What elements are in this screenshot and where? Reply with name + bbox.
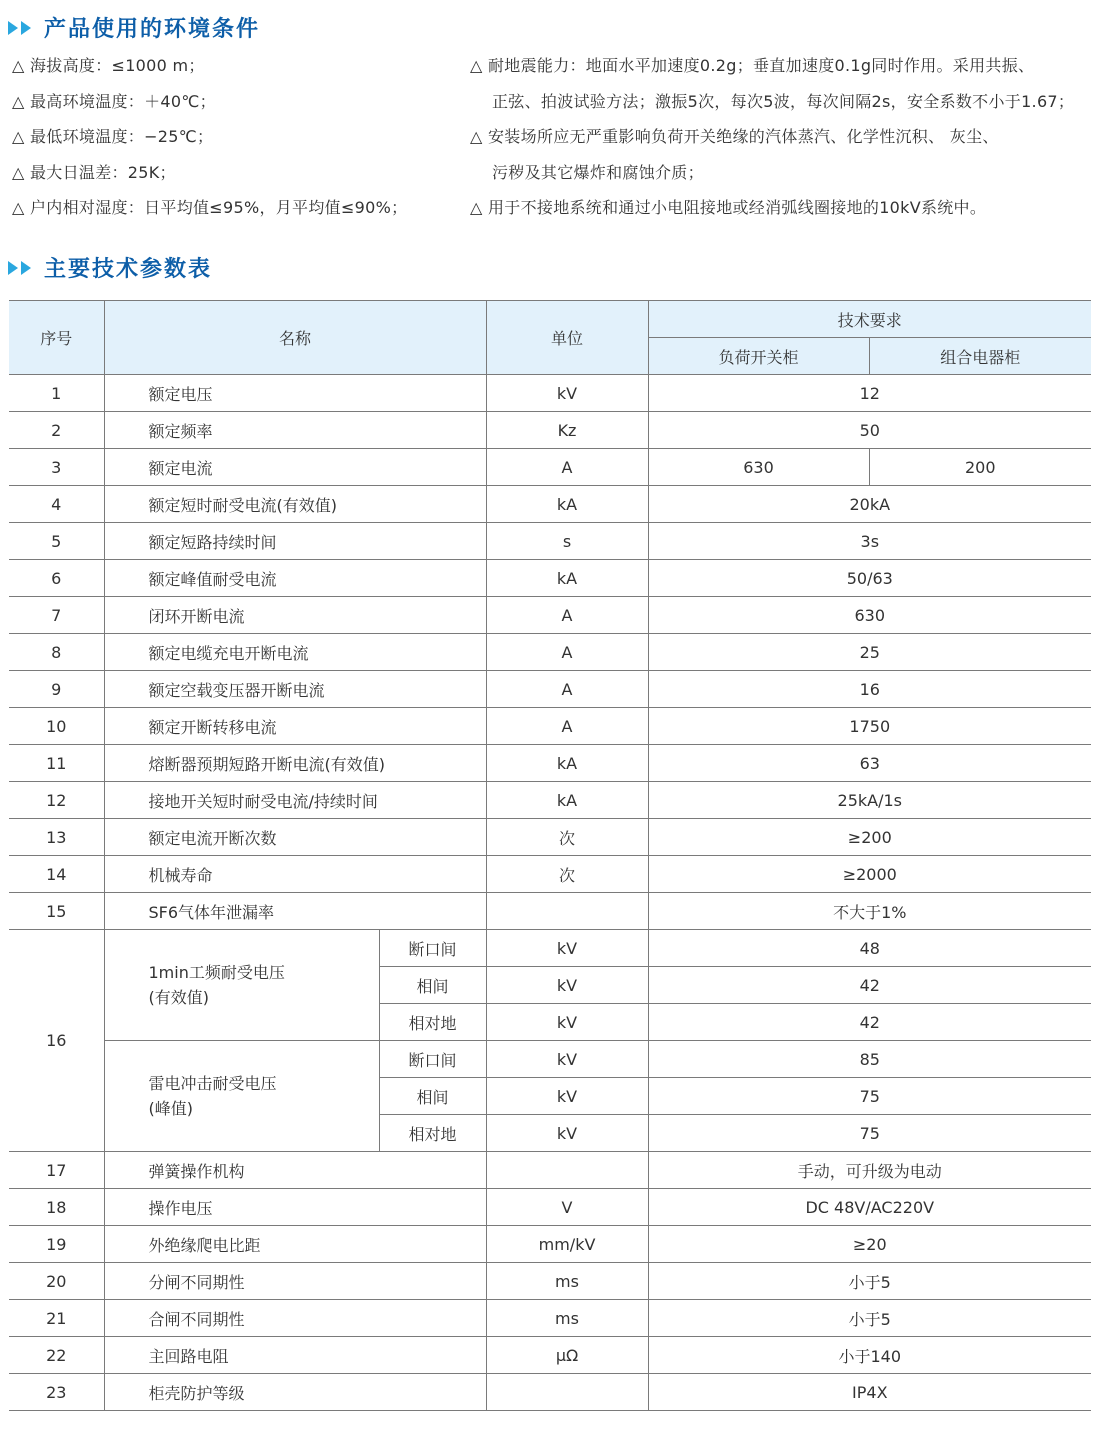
row-value: 48 — [648, 930, 1091, 967]
row-name: 机械寿命 — [104, 856, 486, 893]
table-row — [9, 708, 1091, 745]
row-value: 12 — [648, 375, 1091, 412]
row-name: 额定电流开断次数 — [104, 819, 486, 856]
table-row — [9, 375, 1091, 412]
row-unit: kV — [486, 1078, 648, 1115]
row-unit — [486, 1152, 648, 1189]
row-value: 75 — [648, 1115, 1091, 1152]
env-left-item: △ 海拔高度：≤1000 m； — [12, 56, 205, 75]
row-unit: kV — [486, 1041, 648, 1078]
row-seq: 9 — [9, 671, 104, 708]
row-name: 额定频率 — [104, 412, 486, 449]
table-row — [9, 856, 1091, 893]
table-row — [9, 1226, 1091, 1263]
row-value: 42 — [648, 1004, 1091, 1041]
row-unit: 次 — [486, 856, 648, 893]
row-seq: 8 — [9, 634, 104, 671]
env-section-title — [8, 12, 260, 43]
table-row — [9, 1337, 1091, 1374]
row-seq: 4 — [9, 486, 104, 523]
header-seq: 序号 — [9, 301, 104, 375]
env-right-item: 污秽及其它爆炸和腐蚀介质； — [492, 163, 704, 182]
row-seq: 19 — [9, 1226, 104, 1263]
row-unit — [486, 1374, 648, 1411]
env-left-item: △ 最大日温差：25K； — [12, 163, 176, 182]
row-subname: 断口间 — [379, 1041, 486, 1078]
row-seq: 22 — [9, 1337, 104, 1374]
header-name: 名称 — [104, 301, 486, 375]
header-load-switch: 负荷开关柜 — [648, 338, 869, 375]
table-row — [9, 523, 1091, 560]
row-value: 小于5 — [648, 1263, 1091, 1300]
row-name: 合闸不同期性 — [104, 1300, 486, 1337]
env-left-item: △ 最高环境温度：＋40℃； — [12, 92, 216, 111]
row-name: 主回路电阻 — [104, 1337, 486, 1374]
env-right-item: 正弦、拍波试验方法；激振5次，每次5波，每次间隔2s，安全系数不小于1.67； — [492, 92, 1075, 111]
table-row — [9, 930, 1091, 967]
row-value: ≥200 — [648, 819, 1091, 856]
row-name: 外绝缘爬电比距 — [104, 1226, 486, 1263]
row-unit: A — [486, 708, 648, 745]
row-seq: 5 — [9, 523, 104, 560]
row-unit: A — [486, 671, 648, 708]
row-value: 85 — [648, 1041, 1091, 1078]
env-right-item: △ 安装场所应无严重影响负荷开关绝缘的汽体蒸汽、化学性沉积、 灰尘、 — [470, 127, 999, 146]
row-name: 接地开关短时耐受电流/持续时间 — [104, 782, 486, 819]
group-name-line2: (峰值) — [148, 1099, 193, 1118]
row-seq: 16 — [9, 930, 104, 1152]
table-row — [9, 1300, 1091, 1337]
row-seq: 17 — [9, 1152, 104, 1189]
row-seq: 3 — [9, 449, 104, 486]
table-row — [9, 1189, 1091, 1226]
row-unit — [486, 893, 648, 930]
row-name: 额定电压 — [104, 375, 486, 412]
row-value: 不大于1% — [648, 893, 1091, 930]
row-value: ≥20 — [648, 1226, 1091, 1263]
double-arrow-icon — [8, 21, 34, 35]
table-row — [9, 486, 1091, 523]
table-row — [9, 782, 1091, 819]
table-row — [9, 819, 1091, 856]
row-subname: 相间 — [379, 1078, 486, 1115]
row-seq: 23 — [9, 1374, 104, 1411]
row-subname: 相对地 — [379, 1115, 486, 1152]
row-unit: mm/kV — [486, 1226, 648, 1263]
row-seq: 1 — [9, 375, 104, 412]
row-value: 20kA — [648, 486, 1091, 523]
row-name: SF6气体年泄漏率 — [104, 893, 486, 930]
env-left-item: △ 最低环境温度：−25℃； — [12, 127, 214, 146]
row-name: 额定短时耐受电流(有效值) — [104, 486, 486, 523]
group-name-line2: (有效值) — [148, 988, 209, 1007]
row-seq: 20 — [9, 1263, 104, 1300]
spec-table — [9, 300, 1091, 1411]
header-tech: 技术要求 — [648, 301, 1091, 338]
table-row — [9, 1374, 1091, 1411]
row-name: 操作电压 — [104, 1189, 486, 1226]
row-name-group — [104, 1041, 379, 1152]
row-unit: A — [486, 597, 648, 634]
row-unit: kV — [486, 1004, 648, 1041]
row-name: 熔断器预期短路开断电流(有效值) — [104, 745, 486, 782]
table-row — [9, 412, 1091, 449]
row-unit: A — [486, 449, 648, 486]
row-unit: kV — [486, 930, 648, 967]
row-value: 3s — [648, 523, 1091, 560]
table-header-row — [9, 301, 1091, 338]
row-unit: kA — [486, 486, 648, 523]
row-name: 柜壳防护等级 — [104, 1374, 486, 1411]
header-combo: 组合电器柜 — [869, 338, 1091, 375]
table-row — [9, 1152, 1091, 1189]
row-value: 小于140 — [648, 1337, 1091, 1374]
row-unit: A — [486, 634, 648, 671]
row-unit: 次 — [486, 819, 648, 856]
row-seq: 11 — [9, 745, 104, 782]
table-row — [9, 449, 1091, 486]
row-seq: 13 — [9, 819, 104, 856]
row-unit: Kz — [486, 412, 648, 449]
table-row — [9, 893, 1091, 930]
row-unit: s — [486, 523, 648, 560]
env-title: 产品使用的环境条件 — [44, 17, 261, 42]
row-unit: kA — [486, 782, 648, 819]
row-name: 额定开断转移电流 — [104, 708, 486, 745]
table-row — [9, 560, 1091, 597]
row-value: 42 — [648, 967, 1091, 1004]
env-right-item: △ 耐地震能力：地面水平加速度0.2g；垂直加速度0.1g同时作用。采用共振、 — [470, 56, 1035, 75]
table-row — [9, 671, 1091, 708]
row-value-load-switch: 630 — [648, 449, 869, 486]
row-value-combo: 200 — [869, 449, 1091, 486]
row-seq: 2 — [9, 412, 104, 449]
header-unit: 单位 — [486, 301, 648, 375]
row-value: 50 — [648, 412, 1091, 449]
params-title: 主要技术参数表 — [44, 257, 213, 282]
group-name-line1: 雷电冲击耐受电压 — [148, 1074, 277, 1093]
table-row — [9, 745, 1091, 782]
row-name: 弹簧操作机构 — [104, 1152, 486, 1189]
row-value: 1750 — [648, 708, 1091, 745]
group-name-line1: 1min工频耐受电压 — [148, 963, 285, 982]
row-value: 小于5 — [648, 1300, 1091, 1337]
row-unit: μΩ — [486, 1337, 648, 1374]
row-seq: 14 — [9, 856, 104, 893]
row-value: 63 — [648, 745, 1091, 782]
row-name: 闭环开断电流 — [104, 597, 486, 634]
row-subname: 断口间 — [379, 930, 486, 967]
row-seq: 6 — [9, 560, 104, 597]
row-unit: ms — [486, 1300, 648, 1337]
row-unit: kV — [486, 375, 648, 412]
row-name: 额定电流 — [104, 449, 486, 486]
row-value: 25kA/1s — [648, 782, 1091, 819]
row-subname: 相对地 — [379, 1004, 486, 1041]
table-row — [9, 1263, 1091, 1300]
params-section-title — [8, 252, 212, 283]
row-name: 额定空载变压器开断电流 — [104, 671, 486, 708]
row-name: 分闸不同期性 — [104, 1263, 486, 1300]
row-name: 额定短路持续时间 — [104, 523, 486, 560]
table-row — [9, 1041, 1091, 1078]
row-value: ≥2000 — [648, 856, 1091, 893]
row-seq: 7 — [9, 597, 104, 634]
row-unit: kA — [486, 560, 648, 597]
row-value: 630 — [648, 597, 1091, 634]
row-value: 75 — [648, 1078, 1091, 1115]
row-name: 额定电缆充电开断电流 — [104, 634, 486, 671]
row-seq: 15 — [9, 893, 104, 930]
row-unit: kV — [486, 967, 648, 1004]
row-value: 手动，可升级为电动 — [648, 1152, 1091, 1189]
env-right-item: △ 用于不接地系统和通过小电阻接地或经消弧线圈接地的10kV系统中。 — [470, 198, 987, 217]
row-seq: 12 — [9, 782, 104, 819]
row-unit: V — [486, 1189, 648, 1226]
table-row — [9, 634, 1091, 671]
row-value: 50/63 — [648, 560, 1091, 597]
row-subname: 相间 — [379, 967, 486, 1004]
row-name: 额定峰值耐受电流 — [104, 560, 486, 597]
row-name-group — [104, 930, 379, 1041]
row-seq: 18 — [9, 1189, 104, 1226]
row-unit: kA — [486, 745, 648, 782]
row-unit: ms — [486, 1263, 648, 1300]
row-unit: kV — [486, 1115, 648, 1152]
env-left-item: △ 户内相对湿度：日平均值≤95%，月平均值≤90%； — [12, 198, 408, 217]
row-value: IP4X — [648, 1374, 1091, 1411]
row-seq: 10 — [9, 708, 104, 745]
table-row — [9, 597, 1091, 634]
row-value: 16 — [648, 671, 1091, 708]
row-seq: 21 — [9, 1300, 104, 1337]
double-arrow-icon — [8, 261, 34, 275]
row-value: DC 48V/AC220V — [648, 1189, 1091, 1226]
row-value: 25 — [648, 634, 1091, 671]
